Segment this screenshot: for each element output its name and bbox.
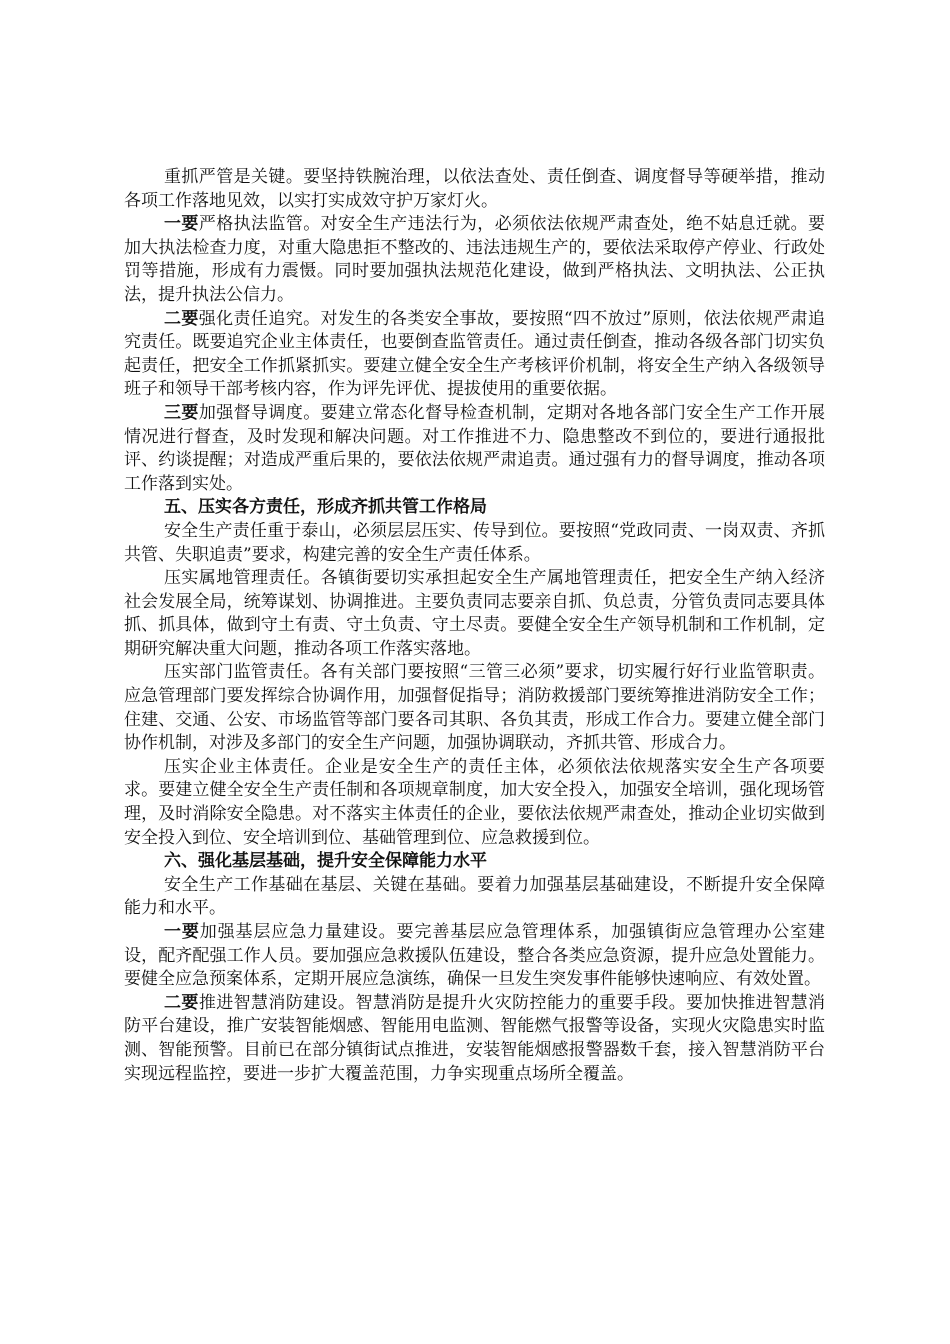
paragraph-lead: 二要 [164, 992, 199, 1013]
paragraph [124, 213, 825, 307]
paragraph-text: 重抓严管是关键。要坚持铁腕治理，以依法查处、责任倒查、调度督导等硬举措，推动各项工作落地见效，以实打实成效守护万家灯火。 [124, 167, 825, 211]
document-body [124, 166, 825, 1086]
paragraph-text: 严格执法监管。对安全生产违法行为，必须依法依规严肃查处，绝不姑息迁就。要加大执法检查力度，对重大隐患拒不整改的、违法违规生产的，要依法采取停产停业、行政处罚等措施，形成有力震慑。同时要加强执法规范化建设，做到严格执法、文明执法、公正执法，提升执法公信力。 [124, 214, 826, 305]
paragraph: 压实部门监管责任。各有关部门要按照“三管三必须”要求，切实履行好行业监管职责。应急管理部门要发挥综合协调作用，加强督促指导；消防救援部门要统筹推进消防安全工作；住建、交通、公安、市场监管等部门要各司其职、各负其责，形成工作合力。要建立健全部门协作机制，对涉及多部门的安全生产问题，加强协调联动，齐抓共管、形成合力。 [124, 662, 825, 754]
paragraph-lead: 三要 [164, 402, 199, 423]
paragraph [124, 921, 825, 992]
paragraph-text: 推进智慧消防建设。智慧消防是提升火灾防控能力的重要手段。要加快推进智慧消防平台建设，推广安装智能烟感、智能用电监测、智能燃气报警等设备，实现火灾隐患实时监测、智能预警。目前已在部分镇街试点推进，安装智能烟感报警器数千套，接入智慧消防平台实现远程监控，要进一步扩大覆盖范围，力争实现重点场所全覆盖。 [124, 992, 826, 1084]
paragraph-text: 强化责任追究。对发生的各类安全事故，要按照“四不放过”原则，依法依规严肃追究责任。既要追究企业主体责任，也要倒查监管责任。通过责任倒查，推动各级各部门切实负起责任，把安全工作抓紧抓实。要建立健全安全生产考核评价机制，将安全生产纳入各级领导班子和领导干部考核内容，作为评先评优、提拔使用的重要依据。 [124, 308, 826, 400]
paragraph: 压实企业主体责任。企业是安全生产的责任主体，必须依法依规落实安全生产各项要求。要建立健全安全生产责任制和各项规章制度，加大安全投入，加强安全培训，强化现场管理，及时消除安全隐患。对不落实主体责任的企业，要依法依规严肃查处，推动企业切实做到安全投入到位、安全培训到位、基础管理到位、应急救援到位。 [124, 756, 825, 848]
paragraph [124, 992, 825, 1086]
paragraph [124, 166, 825, 213]
paragraph [124, 308, 825, 402]
paragraph-lead: 一要 [164, 922, 200, 942]
paragraph-lead: 二要 [164, 308, 199, 329]
paragraph-text: 加强基层应急力量建设。要完善基层应急管理体系，加强镇街应急管理办公室建设，配齐配强工作人员。要加强应急救援队伍建设，整合各类应急资源，提升应急处置能力。要健全应急预案体系，定期开展应急演练，确保一旦发生突发事件能够快速响应、有效处置。 [124, 922, 826, 990]
paragraph-text: 加强督导调度。要建立常态化督导检查机制，定期对各地各部门安全生产工作开展情况进行督查，及时发现和解决问题。对工作推进不力、隐患整改不到位的，要进行通报批评、约谈提醒；对造成严重后果的，要依法依规严肃追责。通过强有力的督导调度，推动各项工作落到实处。 [124, 402, 826, 494]
paragraph: 安全生产责任重于泰山，必须层层压实、传导到位。要按照“党政同责、一岗双责、齐抓共管、失职追责”要求，构建完善的安全生产责任体系。 [124, 520, 825, 565]
paragraph: 压实属地管理责任。各镇街要切实承担起安全生产属地管理责任，把安全生产纳入经济社会发展全局，统筹谋划、协调推进。主要负责同志要亲自抓、负总责，分管负责同志要具体抓、抓具体，做到守土有责、守土负责、守土尽责。要健全安全生产领导机制和工作机制，定期研究解决重大问题，推动各项工作落实落地。 [124, 568, 825, 659]
paragraph-lead: 一要 [164, 214, 199, 235]
paragraph [124, 402, 825, 496]
paragraph: 安全生产工作基础在基层、关键在基础。要着力加强基层基础建设，不断提升安全保障能力和水平。 [124, 874, 825, 919]
section-heading: 六、强化基层基础，提升安全保障能力水平 [164, 851, 487, 872]
section-heading: 五、压实各方责任，形成齐抓共管工作格局 [164, 497, 487, 518]
